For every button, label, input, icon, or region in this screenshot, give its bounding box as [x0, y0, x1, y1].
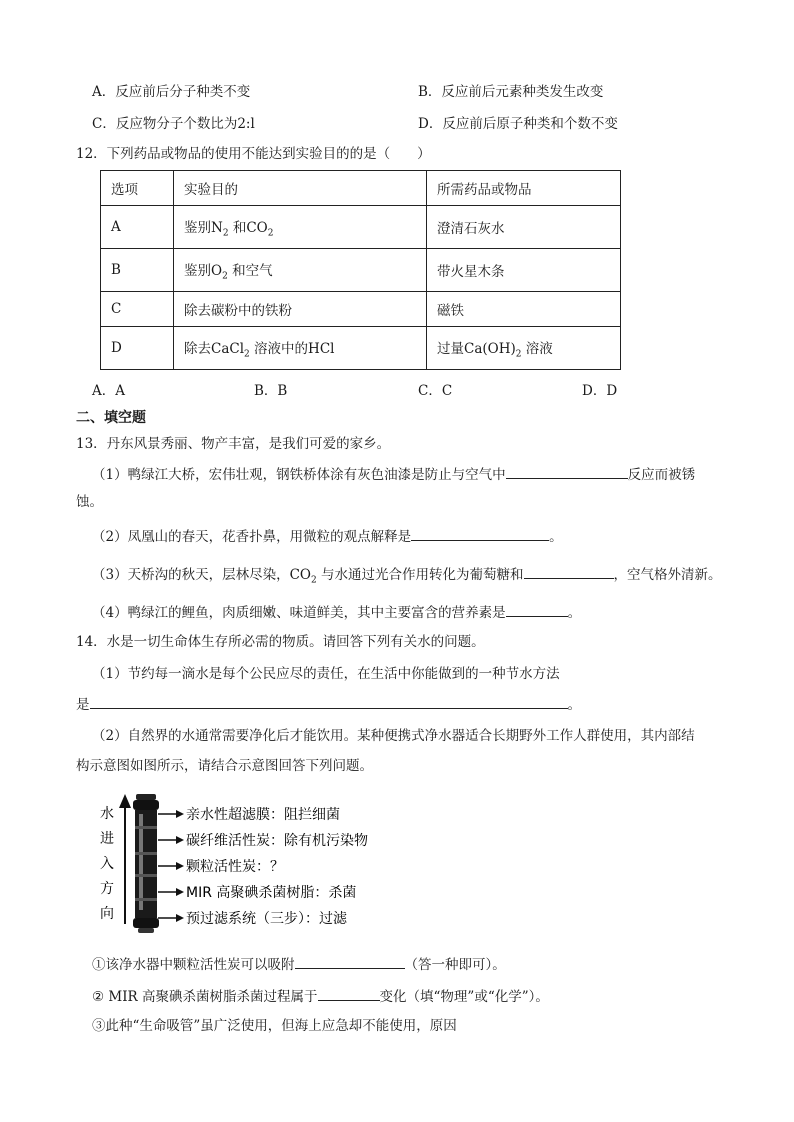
q12-answer-d: D．D — [582, 383, 618, 399]
answer-blank[interactable] — [506, 464, 628, 479]
q13-part2: （2）凤凰山的春天，花香扑鼻，用微粒的观点解释是 。 — [92, 526, 563, 547]
row-option: C — [101, 292, 174, 327]
q14-stem: 14．水是一切生命体生存所必需的物质。请回答下列有关水的问题。 — [76, 634, 485, 650]
row-goal: 除去碳粉中的铁粉 — [174, 292, 427, 327]
label-iodine-resin: MIR 高聚碘杀菌树脂：杀菌 — [186, 885, 357, 901]
row-option: B — [101, 249, 174, 292]
q12-table — [100, 170, 621, 370]
q12-answer-a: A．A — [92, 383, 125, 399]
diagram-labels — [158, 806, 368, 927]
row-goal: 鉴别$N_2$ 和$CO_2$ — [174, 206, 427, 249]
q14-part2-cont: 构示意图如图所示，请结合示意图回答下列问题。 — [76, 758, 373, 774]
answer-blank[interactable] — [295, 954, 405, 969]
label-granular-carbon: 颗粒活性炭：？ — [186, 859, 284, 875]
row-item: 过量$Ca(OH)_2$ 溶液 — [427, 327, 621, 370]
side-char: 向 — [100, 906, 114, 922]
answer-blank[interactable] — [90, 694, 568, 709]
row-item: 磁铁 — [427, 292, 621, 327]
label-prefilter: 预过滤系统（三步）：过滤 — [186, 911, 347, 927]
q11-option-c: C．反应物分子个数比为2:l — [92, 116, 255, 132]
q13-part3: （3）天桥沟的秋天，层林尽染，$CO_2$ 与水通过光合作用转化为葡萄糖和 ，空气格外清新。 — [92, 564, 722, 591]
row-option: A — [101, 206, 174, 249]
q11-option-d: D．反应前后原子种类和个数不变 — [418, 116, 618, 132]
q12-answer-c: C．C — [418, 383, 453, 399]
header-goal: 实验目的 — [174, 171, 427, 206]
q13-stem: 13．丹东风景秀丽、物产丰富，是我们可爱的家乡。 — [76, 436, 391, 452]
section-title: 二、填空题 — [76, 410, 146, 426]
q12-stem: 12．下列药品或物品的使用不能达到实验目的的是（ ） — [76, 146, 431, 162]
header-item: 所需药品或物品 — [427, 171, 621, 206]
label-ultrafiltration: 亲水性超滤膜：阻拦细菌 — [186, 807, 340, 823]
table-row — [101, 292, 621, 327]
q14-sub2: ② MIR 高聚碘杀菌树脂杀菌过程属于 变化（填“物理”或“化学”）。 — [92, 986, 549, 1007]
side-char: 入 — [100, 856, 114, 872]
table-row — [101, 327, 621, 370]
q13-part1: （1）鸭绿江大桥，宏伟壮观，钢铁桥体涂有灰色油漆是防止与空气中 反应而被锈 — [92, 464, 695, 485]
row-item: 澄清石灰水 — [427, 206, 621, 249]
q13-part4: （4）鸭绿江的鲤鱼，肉质细嫩、味道鲜美，其中主要富含的营养素是 。 — [92, 602, 581, 623]
table-row — [101, 249, 621, 292]
row-item: 带火星木条 — [427, 249, 621, 292]
answer-blank[interactable] — [506, 602, 568, 617]
answer-blank[interactable] — [524, 564, 614, 579]
q14-part1: （1）节约每一滴水是每个公民应尽的责任，在生活中你能做到的一种节水方法 — [92, 666, 560, 682]
header-option: 选项 — [101, 171, 174, 206]
q14-sub1: ①该净水器中颗粒活性炭可以吸附 （答一种即可）。 — [92, 954, 506, 975]
table-header-row — [101, 171, 621, 206]
q12-answer-b: B．B — [254, 383, 288, 399]
q11-option-a: A．反应前后分子种类不变 — [92, 84, 251, 100]
purifier-tube-icon — [133, 794, 159, 933]
side-char: 进 — [100, 831, 114, 847]
flow-arrow-icon — [119, 794, 131, 924]
side-char: 方 — [100, 881, 114, 897]
q13-part1-cont: 蚀。 — [76, 494, 103, 510]
purifier-svg — [92, 786, 402, 936]
q14-part2: （2）自然界的水通常需要净化后才能饮用。某种便携式净水器适合长期野外工作人群使用，其内部结 — [92, 728, 695, 744]
q11-option-b: B．反应前后元素种类发生改变 — [418, 84, 604, 100]
row-option: D — [101, 327, 174, 370]
answer-blank[interactable] — [411, 526, 549, 541]
table-row — [101, 206, 621, 249]
label-carbon-fiber: 碳纤维活性炭：除有机污染物 — [186, 833, 368, 849]
row-goal: 鉴别$O_2$ 和空气 — [174, 249, 427, 292]
purifier-diagram — [92, 786, 402, 936]
side-char: 水 — [100, 806, 114, 822]
q14-sub3: ③此种“生命吸管”虽广泛使用，但海上应急却不能使用，原因 — [92, 1018, 457, 1034]
q14-part1-cont: 是 。 — [76, 694, 581, 715]
answer-blank[interactable] — [318, 986, 380, 1001]
row-goal: 除去CaCl$_2$ 溶液中的HCl — [174, 327, 427, 370]
